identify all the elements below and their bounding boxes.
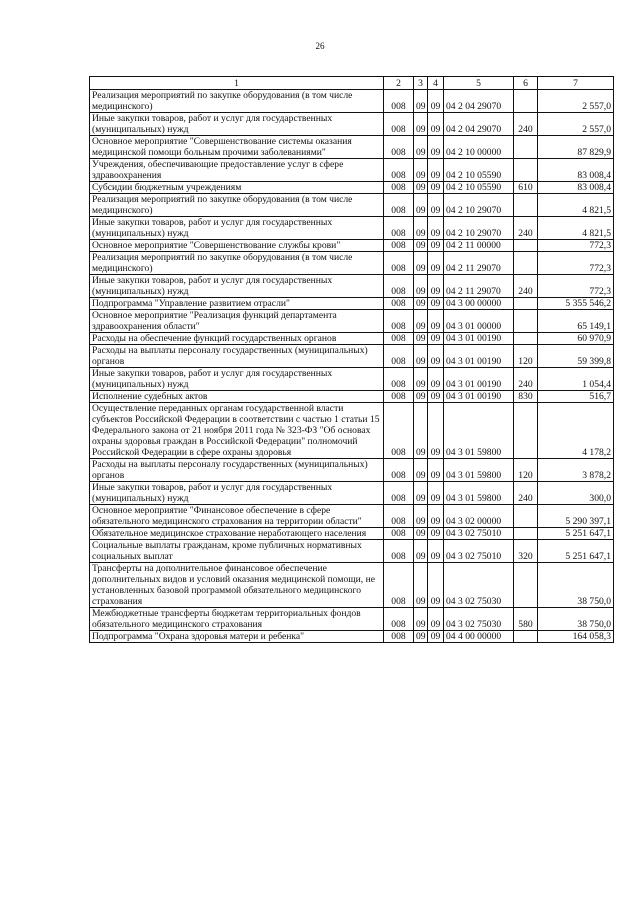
target-article-cell: 04 3 01 00190 [444, 391, 514, 403]
section-code-cell: 09 [414, 159, 428, 182]
amount-cell: 83 008,4 [538, 159, 614, 182]
ved-code-cell: 008 [384, 194, 414, 217]
expense-type-cell: 240 [514, 275, 538, 298]
table-row [90, 403, 614, 459]
subsection-code-cell: 09 [428, 298, 444, 310]
section-code-cell: 09 [414, 310, 428, 333]
ved-code-cell: 008 [384, 345, 414, 368]
target-article-cell: 04 3 02 75010 [444, 528, 514, 540]
table-row [90, 563, 614, 608]
row-name-cell: Основное мероприятие "Совершенствование службы крови" [90, 240, 384, 252]
row-name-cell: Расходы на выплаты персоналу государственных (муниципальных) органов [90, 345, 384, 368]
section-code-cell: 09 [414, 540, 428, 563]
subsection-code-cell: 09 [428, 252, 444, 275]
target-article-cell: 04 3 01 00190 [444, 368, 514, 391]
row-name-cell: Иные закупки товаров, работ и услуг для государственных (муниципальных) нужд [90, 217, 384, 240]
section-code-cell: 09 [414, 113, 428, 136]
subsection-code-cell: 09 [428, 333, 444, 345]
ved-code-cell: 008 [384, 159, 414, 182]
section-code-cell: 09 [414, 631, 428, 643]
row-name-cell: Подпрограмма "Управление развитием отрасли" [90, 298, 384, 310]
target-article-cell: 04 2 04 29070 [444, 90, 514, 113]
expense-type-cell [514, 333, 538, 345]
row-name-cell: Основное мероприятие "Финансовое обеспечение в сфере обязательного медицинского страхования на территории области" [90, 505, 384, 528]
expense-type-cell: 120 [514, 345, 538, 368]
row-name-cell: Реализация мероприятий по закупке оборудования (в том числе медицинского) [90, 252, 384, 275]
table-row [90, 113, 614, 136]
table-row [90, 608, 614, 631]
target-article-cell: 04 3 01 59800 [444, 482, 514, 505]
target-article-cell: 04 3 02 75030 [444, 608, 514, 631]
amount-cell: 5 251 647,1 [538, 528, 614, 540]
header-row [90, 77, 614, 90]
ved-code-cell: 008 [384, 391, 414, 403]
target-article-cell: 04 3 02 00000 [444, 505, 514, 528]
table-row [90, 333, 614, 345]
table-row [90, 90, 614, 113]
subsection-code-cell: 09 [428, 240, 444, 252]
amount-cell: 516,7 [538, 391, 614, 403]
amount-cell: 65 149,1 [538, 310, 614, 333]
target-article-cell: 04 2 04 29070 [444, 113, 514, 136]
row-name-cell: Учреждения, обеспечивающие предоставление услуг в сфере здравоохранения [90, 159, 384, 182]
expense-type-cell: 610 [514, 182, 538, 194]
row-name-cell: Межбюджетные трансферты бюджетам территориальных фондов обязательного медицинского страхования [90, 608, 384, 631]
subsection-code-cell: 09 [428, 368, 444, 391]
subsection-code-cell: 09 [428, 482, 444, 505]
header-cell: 1 [90, 77, 384, 90]
section-code-cell: 09 [414, 528, 428, 540]
expense-type-cell [514, 194, 538, 217]
section-code-cell: 09 [414, 90, 428, 113]
expense-type-cell [514, 403, 538, 459]
row-name-cell: Основное мероприятие "Реализация функций департамента здравоохранения области" [90, 310, 384, 333]
expense-type-cell [514, 528, 538, 540]
subsection-code-cell: 09 [428, 540, 444, 563]
table-row [90, 459, 614, 482]
amount-cell: 5 251 647,1 [538, 540, 614, 563]
row-name-cell: Исполнение судебных актов [90, 391, 384, 403]
ved-code-cell: 008 [384, 528, 414, 540]
table-row [90, 345, 614, 368]
amount-cell: 2 557,0 [538, 113, 614, 136]
section-code-cell: 09 [414, 345, 428, 368]
table-body [90, 77, 614, 643]
subsection-code-cell: 09 [428, 136, 444, 159]
ved-code-cell: 008 [384, 298, 414, 310]
expense-type-cell: 120 [514, 459, 538, 482]
amount-cell: 300,0 [538, 482, 614, 505]
table-row [90, 528, 614, 540]
header-cell: 5 [444, 77, 514, 90]
section-code-cell: 09 [414, 333, 428, 345]
subsection-code-cell: 09 [428, 182, 444, 194]
subsection-code-cell: 09 [428, 90, 444, 113]
target-article-cell: 04 2 11 29070 [444, 275, 514, 298]
target-article-cell: 04 2 11 29070 [444, 252, 514, 275]
ved-code-cell: 008 [384, 563, 414, 608]
amount-cell: 38 750,0 [538, 563, 614, 608]
expense-type-cell [514, 90, 538, 113]
target-article-cell: 04 3 01 00190 [444, 333, 514, 345]
section-code-cell: 09 [414, 391, 428, 403]
ved-code-cell: 008 [384, 368, 414, 391]
header-cell: 3 [414, 77, 428, 90]
subsection-code-cell: 09 [428, 459, 444, 482]
expense-type-cell [514, 563, 538, 608]
ved-code-cell: 008 [384, 505, 414, 528]
ved-code-cell: 008 [384, 310, 414, 333]
expense-type-cell [514, 240, 538, 252]
subsection-code-cell: 09 [428, 391, 444, 403]
amount-cell: 772,3 [538, 240, 614, 252]
subsection-code-cell: 09 [428, 403, 444, 459]
row-name-cell: Расходы на выплаты персоналу государственных (муниципальных) органов [90, 459, 384, 482]
target-article-cell: 04 3 01 59800 [444, 403, 514, 459]
budget-table [89, 76, 614, 643]
row-name-cell: Иные закупки товаров, работ и услуг для государственных (муниципальных) нужд [90, 113, 384, 136]
subsection-code-cell: 09 [428, 159, 444, 182]
target-article-cell: 04 4 00 00000 [444, 631, 514, 643]
ved-code-cell: 008 [384, 240, 414, 252]
ved-code-cell: 008 [384, 631, 414, 643]
section-code-cell: 09 [414, 459, 428, 482]
target-article-cell: 04 3 01 00000 [444, 310, 514, 333]
section-code-cell: 09 [414, 194, 428, 217]
row-name-cell: Субсидии бюджетным учреждениям [90, 182, 384, 194]
ved-code-cell: 008 [384, 252, 414, 275]
section-code-cell: 09 [414, 298, 428, 310]
target-article-cell: 04 3 01 00190 [444, 345, 514, 368]
ved-code-cell: 008 [384, 540, 414, 563]
row-name-cell: Трансферты на дополнительное финансовое обеспечение дополнительных видов и условий оказания медицинской помощи, не установленных базовой программой обязательного медицинского страхования [90, 563, 384, 608]
expense-type-cell [514, 298, 538, 310]
expense-type-cell: 830 [514, 391, 538, 403]
table-row [90, 252, 614, 275]
target-article-cell: 04 3 00 00000 [444, 298, 514, 310]
expense-type-cell: 240 [514, 482, 538, 505]
table-row [90, 505, 614, 528]
expense-type-cell [514, 631, 538, 643]
target-article-cell: 04 2 10 05590 [444, 182, 514, 194]
amount-cell: 5 355 546,2 [538, 298, 614, 310]
ved-code-cell: 008 [384, 403, 414, 459]
expense-type-cell [514, 505, 538, 528]
section-code-cell: 09 [414, 182, 428, 194]
table-row [90, 194, 614, 217]
section-code-cell: 09 [414, 136, 428, 159]
table-row [90, 310, 614, 333]
subsection-code-cell: 09 [428, 275, 444, 298]
ved-code-cell: 008 [384, 608, 414, 631]
subsection-code-cell: 09 [428, 563, 444, 608]
amount-cell: 4 178,2 [538, 403, 614, 459]
target-article-cell: 04 3 01 59800 [444, 459, 514, 482]
ved-code-cell: 008 [384, 459, 414, 482]
expense-type-cell: 580 [514, 608, 538, 631]
table-row [90, 159, 614, 182]
table-row [90, 136, 614, 159]
table-row [90, 298, 614, 310]
target-article-cell: 04 2 10 29070 [444, 217, 514, 240]
ved-code-cell: 008 [384, 333, 414, 345]
table-row [90, 217, 614, 240]
expense-type-cell [514, 252, 538, 275]
amount-cell: 4 821,5 [538, 194, 614, 217]
row-name-cell: Обязательное медицинское страхование неработающего населения [90, 528, 384, 540]
target-article-cell: 04 3 02 75010 [444, 540, 514, 563]
page-number: 26 [315, 41, 325, 51]
amount-cell: 60 970,9 [538, 333, 614, 345]
subsection-code-cell: 09 [428, 194, 444, 217]
table-row [90, 631, 614, 643]
section-code-cell: 09 [414, 217, 428, 240]
section-code-cell: 09 [414, 608, 428, 631]
amount-cell: 83 008,4 [538, 182, 614, 194]
target-article-cell: 04 3 02 75030 [444, 563, 514, 608]
amount-cell: 3 878,2 [538, 459, 614, 482]
subsection-code-cell: 09 [428, 217, 444, 240]
section-code-cell: 09 [414, 403, 428, 459]
amount-cell: 772,3 [538, 275, 614, 298]
table-row [90, 182, 614, 194]
expense-type-cell: 240 [514, 113, 538, 136]
section-code-cell: 09 [414, 505, 428, 528]
ved-code-cell: 008 [384, 113, 414, 136]
amount-cell: 59 399,8 [538, 345, 614, 368]
subsection-code-cell: 09 [428, 608, 444, 631]
row-name-cell: Основное мероприятие "Совершенствование системы оказания медицинской помощи больным прочими заболеваниями" [90, 136, 384, 159]
ved-code-cell: 008 [384, 482, 414, 505]
header-cell: 4 [428, 77, 444, 90]
ved-code-cell: 008 [384, 182, 414, 194]
target-article-cell: 04 2 11 00000 [444, 240, 514, 252]
subsection-code-cell: 09 [428, 528, 444, 540]
table-row [90, 368, 614, 391]
section-code-cell: 09 [414, 482, 428, 505]
target-article-cell: 04 2 10 05590 [444, 159, 514, 182]
amount-cell: 5 290 397,1 [538, 505, 614, 528]
ved-code-cell: 008 [384, 217, 414, 240]
row-name-cell: Иные закупки товаров, работ и услуг для государственных (муниципальных) нужд [90, 275, 384, 298]
subsection-code-cell: 09 [428, 505, 444, 528]
amount-cell: 1 054,4 [538, 368, 614, 391]
subsection-code-cell: 09 [428, 113, 444, 136]
table-row [90, 275, 614, 298]
header-cell: 2 [384, 77, 414, 90]
ved-code-cell: 008 [384, 275, 414, 298]
expense-type-cell [514, 136, 538, 159]
row-name-cell: Осуществление переданных органам государственной власти субъектов Российской Федерации в соответствии с частью 1 статьи 15 Федерального закона от 21 ноября 2011 года № 323-ФЗ "Об основах охраны здоровья граждан в Российской Федерации" полномочий Российской Федерации в сфере охраны здоровья [90, 403, 384, 459]
table-row [90, 240, 614, 252]
table-row [90, 540, 614, 563]
row-name-cell: Социальные выплаты гражданам, кроме публичных нормативных социальных выплат [90, 540, 384, 563]
subsection-code-cell: 09 [428, 345, 444, 368]
row-name-cell: Иные закупки товаров, работ и услуг для государственных (муниципальных) нужд [90, 368, 384, 391]
section-code-cell: 09 [414, 275, 428, 298]
table-row [90, 391, 614, 403]
section-code-cell: 09 [414, 563, 428, 608]
expense-type-cell: 320 [514, 540, 538, 563]
target-article-cell: 04 2 10 29070 [444, 194, 514, 217]
header-cell: 6 [514, 77, 538, 90]
target-article-cell: 04 2 10 00000 [444, 136, 514, 159]
row-name-cell: Иные закупки товаров, работ и услуг для государственных (муниципальных) нужд [90, 482, 384, 505]
section-code-cell: 09 [414, 240, 428, 252]
row-name-cell: Реализация мероприятий по закупке оборудования (в том числе медицинского) [90, 90, 384, 113]
section-code-cell: 09 [414, 252, 428, 275]
subsection-code-cell: 09 [428, 310, 444, 333]
subsection-code-cell: 09 [428, 631, 444, 643]
amount-cell: 4 821,5 [538, 217, 614, 240]
expense-type-cell [514, 159, 538, 182]
ved-code-cell: 008 [384, 136, 414, 159]
amount-cell: 87 829,9 [538, 136, 614, 159]
row-name-cell: Реализация мероприятий по закупке оборудования (в том числе медицинского) [90, 194, 384, 217]
amount-cell: 2 557,0 [538, 90, 614, 113]
amount-cell: 38 750,0 [538, 608, 614, 631]
amount-cell: 164 058,3 [538, 631, 614, 643]
row-name-cell: Подпрограмма "Охрана здоровья матери и ребенка" [90, 631, 384, 643]
header-cell: 7 [538, 77, 614, 90]
expense-type-cell: 240 [514, 217, 538, 240]
amount-cell: 772,3 [538, 252, 614, 275]
table-row [90, 482, 614, 505]
row-name-cell: Расходы на обеспечение функций государственных органов [90, 333, 384, 345]
expense-type-cell [514, 310, 538, 333]
section-code-cell: 09 [414, 368, 428, 391]
ved-code-cell: 008 [384, 90, 414, 113]
expense-type-cell: 240 [514, 368, 538, 391]
